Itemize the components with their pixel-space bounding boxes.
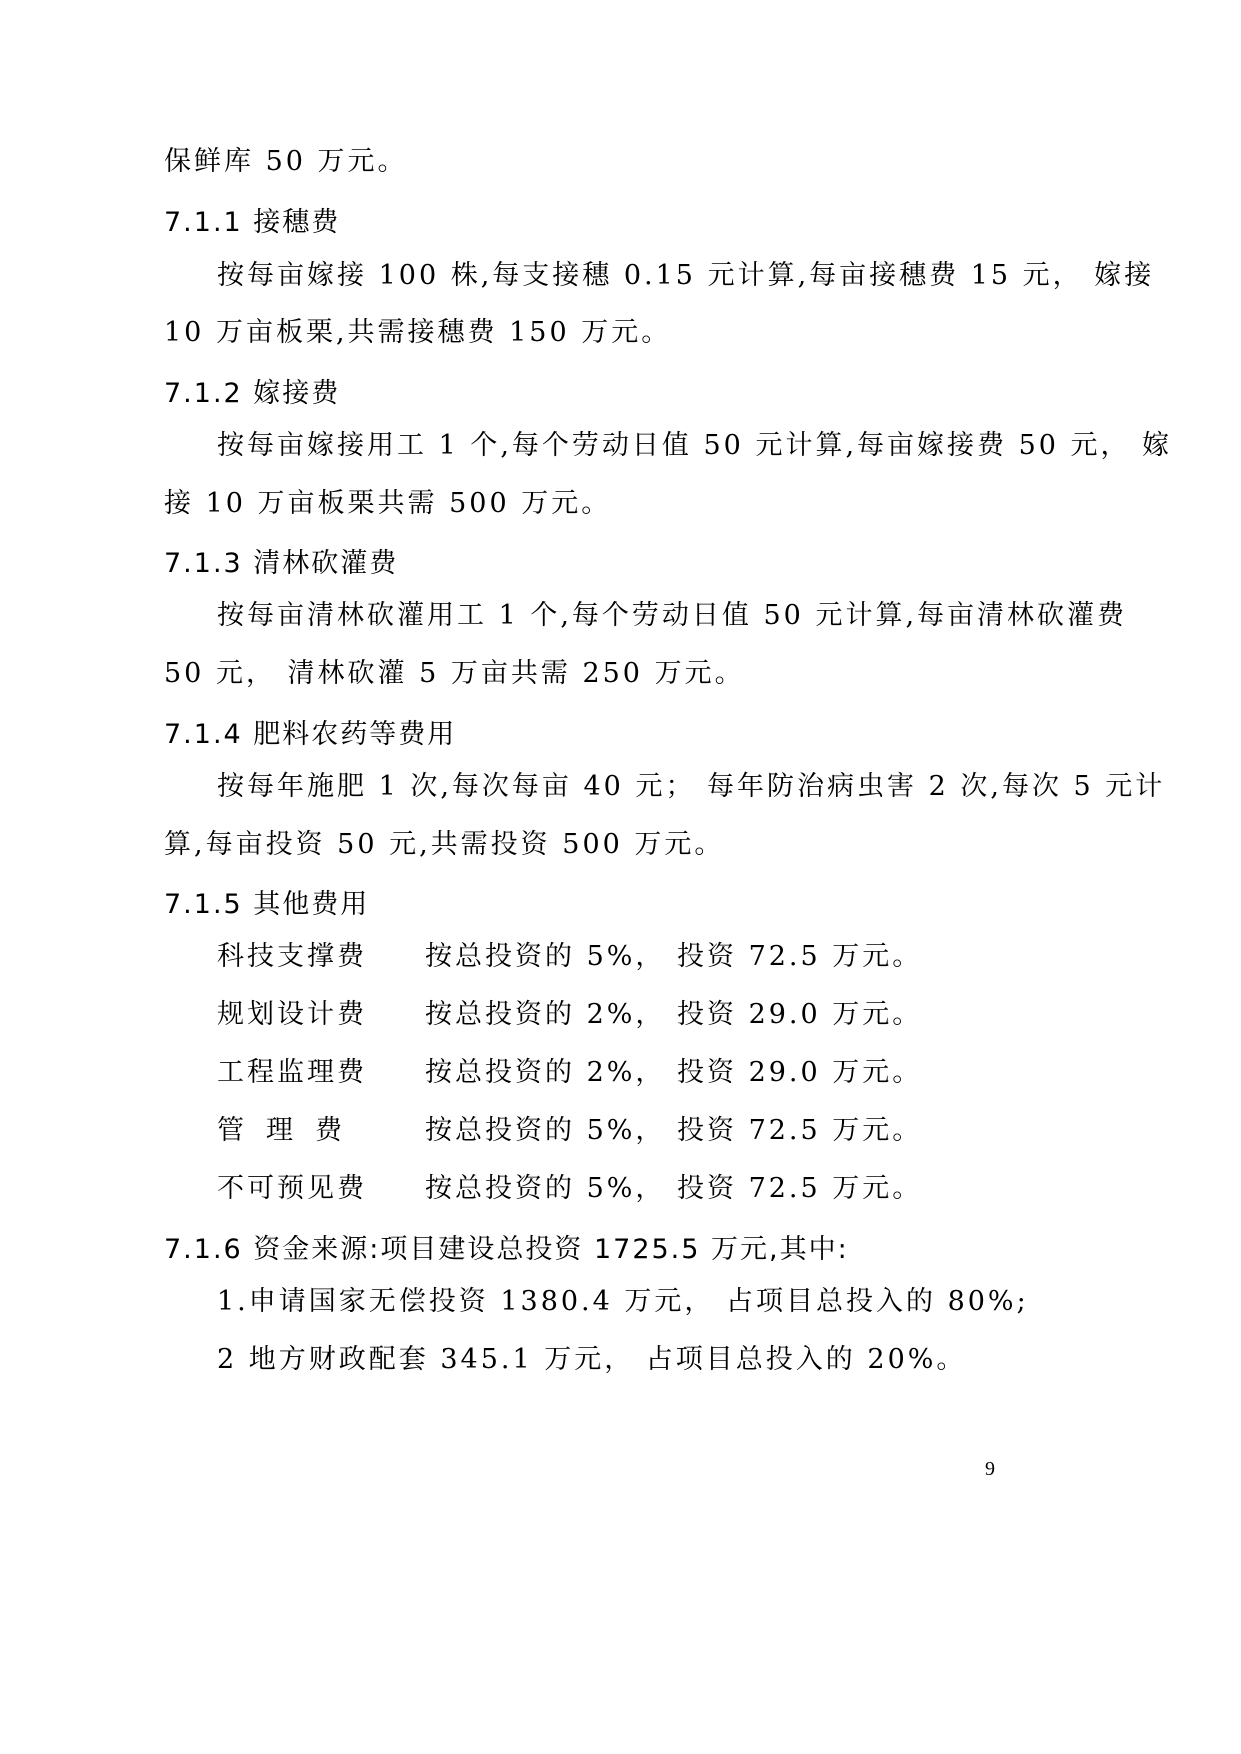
section-7-1-3-line-2: 50 元， 清林砍灌 5 万亩共需 250 万元。 xyxy=(164,658,745,689)
cost-item-value: 按总投资的 5%， 投资 72.5 万元。 xyxy=(425,1115,923,1146)
funding-item-1: 1.申请国家无偿投资 1380.4 万元， 占项目总投入的 80%; xyxy=(217,1286,1029,1317)
section-7-1-1-line-2: 10 万亩板栗,共需接穗费 150 万元。 xyxy=(164,317,672,348)
section-7-1-4-line-1: 按每年施肥 1 次,每次每亩 40 元； 每年防治病虫害 2 次,每次 5 元计 xyxy=(217,771,1166,802)
section-heading-7-1-6: 7.1.6 资金来源:项目建设总投资 1725.5 万元,其中: xyxy=(164,1234,849,1265)
section-7-1-4-line-2: 算,每亩投资 50 元,共需投资 500 万元。 xyxy=(164,829,725,860)
intro-text: 保鲜库 50 万元。 xyxy=(164,146,408,177)
section-7-1-2-line-1: 按每亩嫁接用工 1 个,每个劳动日值 50 元计算,每亩嫁接费 50 元， 嫁 xyxy=(217,430,1173,461)
cost-item-value: 按总投资的 2%， 投资 29.0 万元。 xyxy=(425,1057,923,1088)
section-heading-7-1-1: 7.1.1 接穗费 xyxy=(164,207,341,238)
section-heading-7-1-3: 7.1.3 清林砍灌费 xyxy=(164,548,399,579)
funding-item-2: 2 地方财政配套 345.1 万元， 占项目总投入的 20%。 xyxy=(217,1344,967,1375)
section-7-1-2-line-2: 接 10 万亩板栗共需 500 万元。 xyxy=(164,488,612,519)
section-7-1-1-line-1: 按每亩嫁接 100 株,每支接穗 0.15 元计算,每亩接穗费 15 元， 嫁接 xyxy=(217,260,1155,291)
cost-item-label: 科技支撑费 xyxy=(217,941,367,972)
cost-item-value: 按总投资的 5%， 投资 72.5 万元。 xyxy=(425,941,923,972)
section-heading-7-1-5: 7.1.5 其他费用 xyxy=(164,889,370,920)
section-heading-7-1-2: 7.1.2 嫁接费 xyxy=(164,378,341,409)
cost-item-label: 工程监理费 xyxy=(217,1057,367,1088)
cost-item-label: 管理费 xyxy=(217,1115,364,1146)
cost-item-label: 规划设计费 xyxy=(217,999,367,1030)
section-heading-7-1-4: 7.1.4 肥料农药等费用 xyxy=(164,719,457,750)
cost-item-label: 不可预见费 xyxy=(217,1173,367,1204)
section-7-1-3-line-1: 按每亩清林砍灌用工 1 个,每个劳动日值 50 元计算,每亩清林砍灌费 xyxy=(217,600,1128,631)
cost-item-value: 按总投资的 2%， 投资 29.0 万元。 xyxy=(425,999,923,1030)
cost-item-value: 按总投资的 5%， 投资 72.5 万元。 xyxy=(425,1173,923,1204)
page-number: 9 xyxy=(985,1458,995,1480)
